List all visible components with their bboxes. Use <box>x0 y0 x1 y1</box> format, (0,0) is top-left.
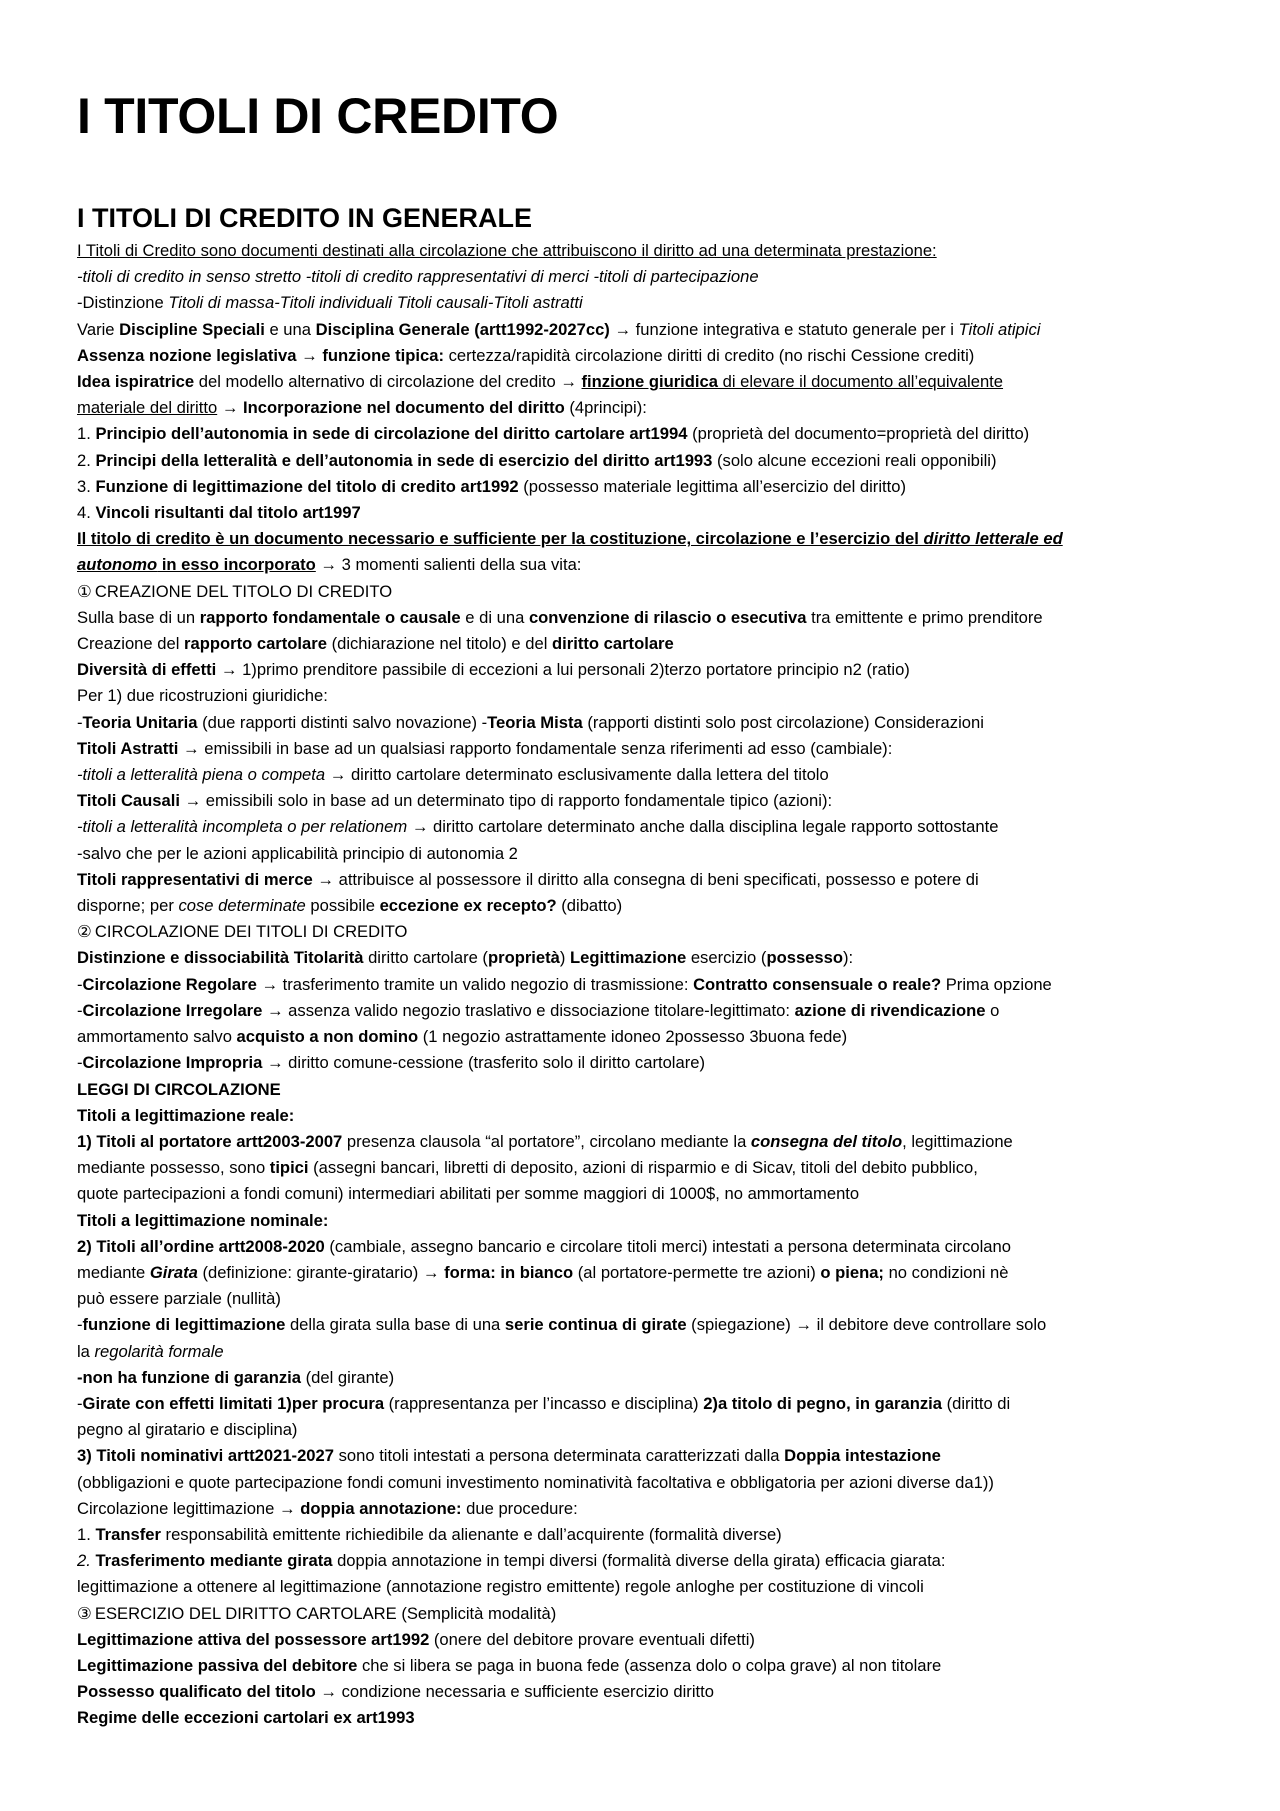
text-segment: (rappresentanza per l’incasso e disciplina) <box>384 1393 704 1413</box>
text-line <box>77 1129 1217 1155</box>
text-segment: proprietà <box>487 948 560 968</box>
text-line <box>77 1443 1217 1469</box>
text-segment: diritto cartolare <box>552 634 674 654</box>
text-segment: Contratto consensuale o reale? <box>693 974 942 994</box>
text-segment: diritto letterale ed <box>923 529 1063 549</box>
text-line <box>77 1050 1217 1076</box>
text-line <box>77 448 1217 474</box>
text-segment: rapporto fondamentale o causale <box>199 607 461 627</box>
text-segment: Girate con effetti limitati 1)per procura <box>82 1393 385 1413</box>
text-segment: forma: in bianco <box>444 1262 574 1282</box>
text-segment: possesso <box>766 948 843 968</box>
text-segment: -non ha funzione di garanzia <box>77 1367 302 1387</box>
text-segment: di elevare il documento all’equivalente <box>717 372 1004 392</box>
text-segment: esercizio ( <box>686 948 767 968</box>
text-line <box>77 238 1217 264</box>
text-segment: 3) Titoli nominativi artt2021-2027 <box>77 1446 334 1466</box>
text-segment: → attribuisce al possessore il diritto alla consegna di beni specificati, possesso e potere di <box>312 869 979 889</box>
text-segment: LEGGI DI CIRCOLAZIONE <box>77 1079 281 1099</box>
text-line <box>77 893 1217 919</box>
text-segment: in esso incorporato <box>157 555 316 575</box>
text-segment: Legittimazione <box>570 948 687 968</box>
text-segment: (solo alcune eccezioni reali opponibili) <box>712 450 997 470</box>
text-segment: Titoli a legittimazione reale: <box>77 1105 295 1125</box>
text-segment: sono titoli intestati a persona determinata caratterizzati dalla <box>333 1446 785 1466</box>
text-segment: - <box>77 1315 83 1335</box>
text-line <box>77 1024 1217 1050</box>
text-segment: possibile <box>305 896 380 916</box>
text-segment: Titoli Causali <box>77 791 180 811</box>
text-segment: (definizione: girante-giratario) → <box>197 1262 445 1282</box>
text-line <box>77 500 1217 526</box>
text-segment: no condizioni nè <box>883 1262 1009 1282</box>
text-line <box>77 631 1217 657</box>
text-line <box>77 762 1217 788</box>
text-segment: Circolazione Impropria <box>82 1053 263 1073</box>
text-segment: Legittimazione passiva del debitore <box>77 1655 358 1675</box>
text-line <box>77 1260 1217 1286</box>
text-segment: tipici <box>269 1158 309 1178</box>
text-segment: Titoli atipici <box>958 319 1041 339</box>
text-segment: Titoli Astratti <box>77 738 179 758</box>
text-segment: → <box>296 345 323 365</box>
text-segment: -titoli a letteralità piena o competa <box>77 765 326 785</box>
text-line <box>77 867 1217 893</box>
text-line <box>77 841 1217 867</box>
text-line <box>77 657 1217 683</box>
text-line <box>77 1077 1217 1103</box>
text-segment: del modello alternativo di circolazione del credito → <box>194 372 582 392</box>
text-segment: Titoli di massa-Titoli individuali Titoli causali-Titoli astratti <box>168 293 583 313</box>
text-segment: due procedure: <box>461 1498 578 1518</box>
text-segment: ammortamento salvo <box>77 1027 237 1047</box>
text-segment: CIRCOLAZIONE DEI TITOLI DI CREDITO <box>94 922 408 942</box>
text-line <box>77 814 1217 840</box>
text-line <box>77 552 1217 578</box>
text-segment: CREAZIONE DEL TITOLO DI CREDITO <box>94 581 393 601</box>
text-segment: (al portatore-permette tre azioni) <box>573 1262 821 1282</box>
text-segment: Il titolo di credito è un documento necessario e sufficiente per la costituzione, circolazione e l’esercizio del <box>77 529 924 549</box>
text-line <box>77 1208 1217 1234</box>
text-segment: Doppia intestazione <box>784 1446 941 1466</box>
text-segment: (spiegazione) → il debitore deve controllare solo <box>686 1315 1047 1335</box>
text-line <box>77 1574 1217 1600</box>
text-segment: funzione di legittimazione <box>82 1315 286 1335</box>
text-segment: (diritto di <box>941 1393 1011 1413</box>
text-line <box>77 395 1217 421</box>
text-segment: rapporto cartolare <box>184 634 327 654</box>
text-segment: Transfer <box>95 1524 161 1544</box>
text-segment: cose determinate <box>178 896 306 916</box>
text-line <box>77 919 1217 945</box>
text-segment: Teoria Mista <box>487 712 583 732</box>
text-segment: Prima opzione <box>941 974 1052 994</box>
text-segment: Sulla base di un <box>77 607 200 627</box>
text-segment: consegna del titolo <box>750 1131 903 1151</box>
text-segment: Funzione di legittimazione del titolo di credito art1992 <box>95 476 519 496</box>
text-segment: Regime delle eccezioni cartolari ex art1993 <box>77 1708 415 1728</box>
text-segment: presenza clausola “al portatore”, circolano mediante la <box>342 1131 751 1151</box>
text-segment: ESERCIZIO DEL DIRITTO CARTOLARE (Semplicità modalità) <box>94 1603 557 1623</box>
circled-number-icon: ② <box>77 922 92 942</box>
text-segment: -Distinzione <box>77 293 169 313</box>
text-segment: materiale del diritto <box>77 398 218 418</box>
text-segment: → 3 momenti salienti della sua vita: <box>315 555 582 575</box>
text-segment: e di una <box>460 607 529 627</box>
text-line <box>77 1417 1217 1443</box>
text-segment: 2. <box>77 450 96 470</box>
text-segment: -salvo che per le azioni applicabilità principio di autonomia 2 <box>77 843 518 863</box>
text-line <box>77 1103 1217 1129</box>
section-heading: I TITOLI DI CREDITO IN GENERALE <box>77 203 533 233</box>
text-line <box>77 1653 1217 1679</box>
text-line <box>77 1705 1217 1731</box>
text-segment: - <box>77 712 83 732</box>
text-segment: - <box>77 1000 83 1020</box>
text-segment: certezza/rapidità circolazione diritti di credito (no rischi Cessione crediti) <box>444 345 975 365</box>
text-segment: (assegni bancari, libretti di deposito, azioni di risparmio e di Sicav, titoli del debito pubblico, <box>308 1158 978 1178</box>
text-segment: (possesso materiale legittima all’esercizio del diritto) <box>518 476 906 496</box>
text-segment: Creazione del <box>77 634 185 654</box>
section-body <box>77 238 1217 1732</box>
text-line <box>77 1679 1217 1705</box>
text-segment: (dichiarazione nel titolo) e del <box>326 634 553 654</box>
document-title: I TITOLI DI CREDITO <box>77 88 559 144</box>
text-segment: ): <box>843 948 854 968</box>
text-segment: la <box>77 1341 95 1361</box>
text-segment: ) <box>559 948 571 968</box>
text-segment: (due rapporti distinti salvo novazione) - <box>197 712 488 732</box>
text-segment: Girata <box>149 1262 198 1282</box>
text-segment: Circolazione legittimazione → <box>77 1498 301 1518</box>
text-line <box>77 1339 1217 1365</box>
text-segment: (cambiale, assegno bancario e circolare titoli merci) intestati a persona determinata circolano <box>324 1236 1011 1256</box>
text-segment: → <box>217 398 244 418</box>
text-segment: Varie <box>77 319 120 339</box>
text-line <box>77 1601 1217 1627</box>
circled-number-icon: ③ <box>77 1603 92 1623</box>
text-segment: (del girante) <box>301 1367 395 1387</box>
text-segment: acquisto a non domino <box>236 1027 419 1047</box>
circled-number-icon: ① <box>77 581 92 601</box>
text-line <box>77 788 1217 814</box>
text-segment: Idea ispiratrice <box>77 372 195 392</box>
text-line <box>77 369 1217 395</box>
text-segment: quote partecipazioni a fondi comuni) intermediari abilitati per somme maggiori di 1000$, no ammortamento <box>77 1184 860 1204</box>
text-segment: → condizione necessaria e sufficiente esercizio diritto <box>315 1682 714 1702</box>
text-segment: Titoli a legittimazione nominale: <box>77 1210 329 1230</box>
text-segment: della girata sulla base di una <box>285 1315 505 1335</box>
text-segment: (dibatto) <box>556 896 623 916</box>
text-segment: azione di rivendicazione <box>794 1000 986 1020</box>
text-segment: Diversità di effetti <box>77 660 217 680</box>
text-segment: o piena; <box>820 1262 884 1282</box>
text-line <box>77 526 1217 552</box>
text-segment: Per 1) due ricostruzioni giuridiche: <box>77 686 328 706</box>
text-segment: responsabilità emittente richiedibile da alienante e dall’acquirente (formalità diverse) <box>160 1524 782 1544</box>
text-segment: doppia annotazione in tempi diversi (formalità diverse della girata) efficacia giarata: <box>332 1551 946 1571</box>
text-segment: Disciplina Generale (artt1992-2027cc) <box>315 319 610 339</box>
text-segment: -titoli di credito in senso stretto -titoli di credito rappresentativi di merci -titoli di partecipazione <box>77 267 759 287</box>
text-line <box>77 710 1217 736</box>
text-segment: mediante <box>77 1262 150 1282</box>
text-line <box>77 1155 1217 1181</box>
text-line <box>77 972 1217 998</box>
text-segment: può essere parziale (nullità) <box>77 1289 281 1309</box>
text-line <box>77 1365 1217 1391</box>
text-segment: convenzione di rilascio o esecutiva <box>528 607 807 627</box>
text-segment: e una <box>264 319 316 339</box>
text-segment: (4principi): <box>564 398 647 418</box>
text-segment: Possesso qualificato del titolo <box>77 1682 316 1702</box>
text-line <box>77 1391 1217 1417</box>
text-segment: → trasferimento tramite un valido negozio di trasmissione: <box>256 974 694 994</box>
text-segment: Incorporazione nel documento del diritto <box>243 398 565 418</box>
text-segment: o <box>985 1000 1000 1020</box>
text-line <box>77 264 1217 290</box>
text-segment: Circolazione Regolare <box>82 974 257 994</box>
text-segment: 2)a titolo di pegno, in garanzia <box>703 1393 942 1413</box>
text-segment: autonomo <box>77 555 158 575</box>
text-segment: 4. <box>77 503 96 523</box>
text-segment: disporne; per <box>77 896 179 916</box>
text-line <box>77 579 1217 605</box>
text-line <box>77 1470 1217 1496</box>
text-segment: tra emittente e primo prenditore <box>806 607 1043 627</box>
text-segment: (rapporti distinti solo post circolazione) Considerazioni <box>582 712 984 732</box>
text-line <box>77 317 1217 343</box>
text-segment: eccezione ex recepto? <box>379 896 557 916</box>
text-segment: → assenza valido negozio traslativo e dissociazione titolare-legittimato: <box>262 1000 795 1020</box>
text-segment: Trasferimento mediante girata <box>95 1551 333 1571</box>
text-segment: Circolazione Irregolare <box>82 1000 263 1020</box>
text-line <box>77 998 1217 1024</box>
text-segment: che si libera se paga in buona fede (assenza dolo o colpa grave) al non titolare <box>357 1655 942 1675</box>
text-segment: → emissibili solo in base ad un determinato tipo di rapporto fondamentale tipico (azioni): <box>179 791 833 811</box>
text-line <box>77 1286 1217 1312</box>
text-segment: → 1)primo prenditore passibile di eccezioni a lui personali 2)terzo portatore principio n2 (ratio) <box>216 660 910 680</box>
text-segment: funzione tipica: <box>322 345 444 365</box>
text-segment: - <box>77 1393 83 1413</box>
text-segment: → diritto cartolare determinato anche dalla disciplina legale rapporto sottostante <box>407 817 999 837</box>
text-segment: regolarità formale <box>94 1341 224 1361</box>
text-segment: (1 negozio astrattamente idoneo 2possesso 3buona fede) <box>418 1027 848 1047</box>
text-segment: Vincoli risultanti dal titolo art1997 <box>95 503 361 523</box>
text-segment: 2) Titoli all’ordine artt2008-2020 <box>77 1236 325 1256</box>
text-segment: legittimazione a ottenere al legittimazione (annotazione registro emittente) regole anloghe per costituzione di vincoli <box>77 1577 924 1597</box>
text-segment: Principi della letteralità e dell’autonomia in sede di esercizio del diritto art1993 <box>95 450 713 470</box>
document-page <box>77 80 1217 1732</box>
text-line <box>77 1181 1217 1207</box>
text-line <box>77 945 1217 971</box>
text-segment: → diritto cartolare determinato esclusivamente dalla lettera del titolo <box>325 765 829 785</box>
text-segment: 1. <box>77 424 96 444</box>
text-segment: I Titoli di Credito sono documenti destinati alla circolazione che attribuiscono il diritto ad una determinata prestazione: <box>77 241 937 260</box>
text-segment: → funzione integrativa e statuto generale per i <box>609 319 959 339</box>
text-segment: Discipline Speciali <box>119 319 265 339</box>
text-segment: Teoria Unitaria <box>82 712 198 732</box>
text-segment: -titoli a letteralità incompleta o per relationem <box>77 817 408 837</box>
text-line <box>77 1548 1217 1574</box>
text-line <box>77 1496 1217 1522</box>
text-segment: Titoli rappresentativi di merce <box>77 869 313 889</box>
text-segment: , legittimazione <box>902 1131 1013 1151</box>
text-line <box>77 1627 1217 1653</box>
text-segment: pegno al giratario e disciplina) <box>77 1420 298 1440</box>
text-segment: - <box>77 974 83 994</box>
text-line <box>77 474 1217 500</box>
text-line <box>77 1234 1217 1260</box>
text-segment: 2. <box>77 1551 96 1571</box>
text-line <box>77 421 1217 447</box>
text-segment: Assenza nozione legislativa <box>77 345 297 365</box>
text-line <box>77 605 1217 631</box>
text-line <box>77 343 1217 369</box>
text-segment: doppia annotazione: <box>300 1498 462 1518</box>
text-segment: diritto cartolare ( <box>363 948 488 968</box>
text-segment: Principio dell’autonomia in sede di circolazione del diritto cartolare art1994 <box>95 424 688 444</box>
text-segment: (proprietà del documento=proprietà del diritto) <box>687 424 1030 444</box>
text-segment: → emissibili in base ad un qualsiasi rapporto fondamentale senza riferimenti ad esso (cambiale): <box>178 738 893 758</box>
text-segment: 1. <box>77 1524 96 1544</box>
text-segment: finzione giuridica <box>581 372 718 392</box>
text-line <box>77 1522 1217 1548</box>
text-line <box>77 1312 1217 1338</box>
text-segment: (onere del debitore provare eventuali difetti) <box>429 1629 755 1649</box>
text-segment: - <box>77 1053 83 1073</box>
text-segment: mediante possesso, sono <box>77 1158 270 1178</box>
text-segment: 1) Titoli al portatore artt2003-2007 <box>77 1131 343 1151</box>
text-line <box>77 736 1217 762</box>
text-segment: 3. <box>77 476 96 496</box>
text-segment: Legittimazione attiva del possessore art1992 <box>77 1629 430 1649</box>
text-segment: → diritto comune-cessione (trasferito solo il diritto cartolare) <box>262 1053 706 1073</box>
text-segment: Distinzione e dissociabilità Titolarità <box>77 948 364 968</box>
text-segment: (obbligazioni e quote partecipazione fondi comuni investimento nominatività facoltativa e obbligatoria per azioni diverse da1)) <box>77 1472 994 1492</box>
text-line <box>77 683 1217 709</box>
text-line <box>77 290 1217 316</box>
text-segment: serie continua di girate <box>504 1315 687 1335</box>
